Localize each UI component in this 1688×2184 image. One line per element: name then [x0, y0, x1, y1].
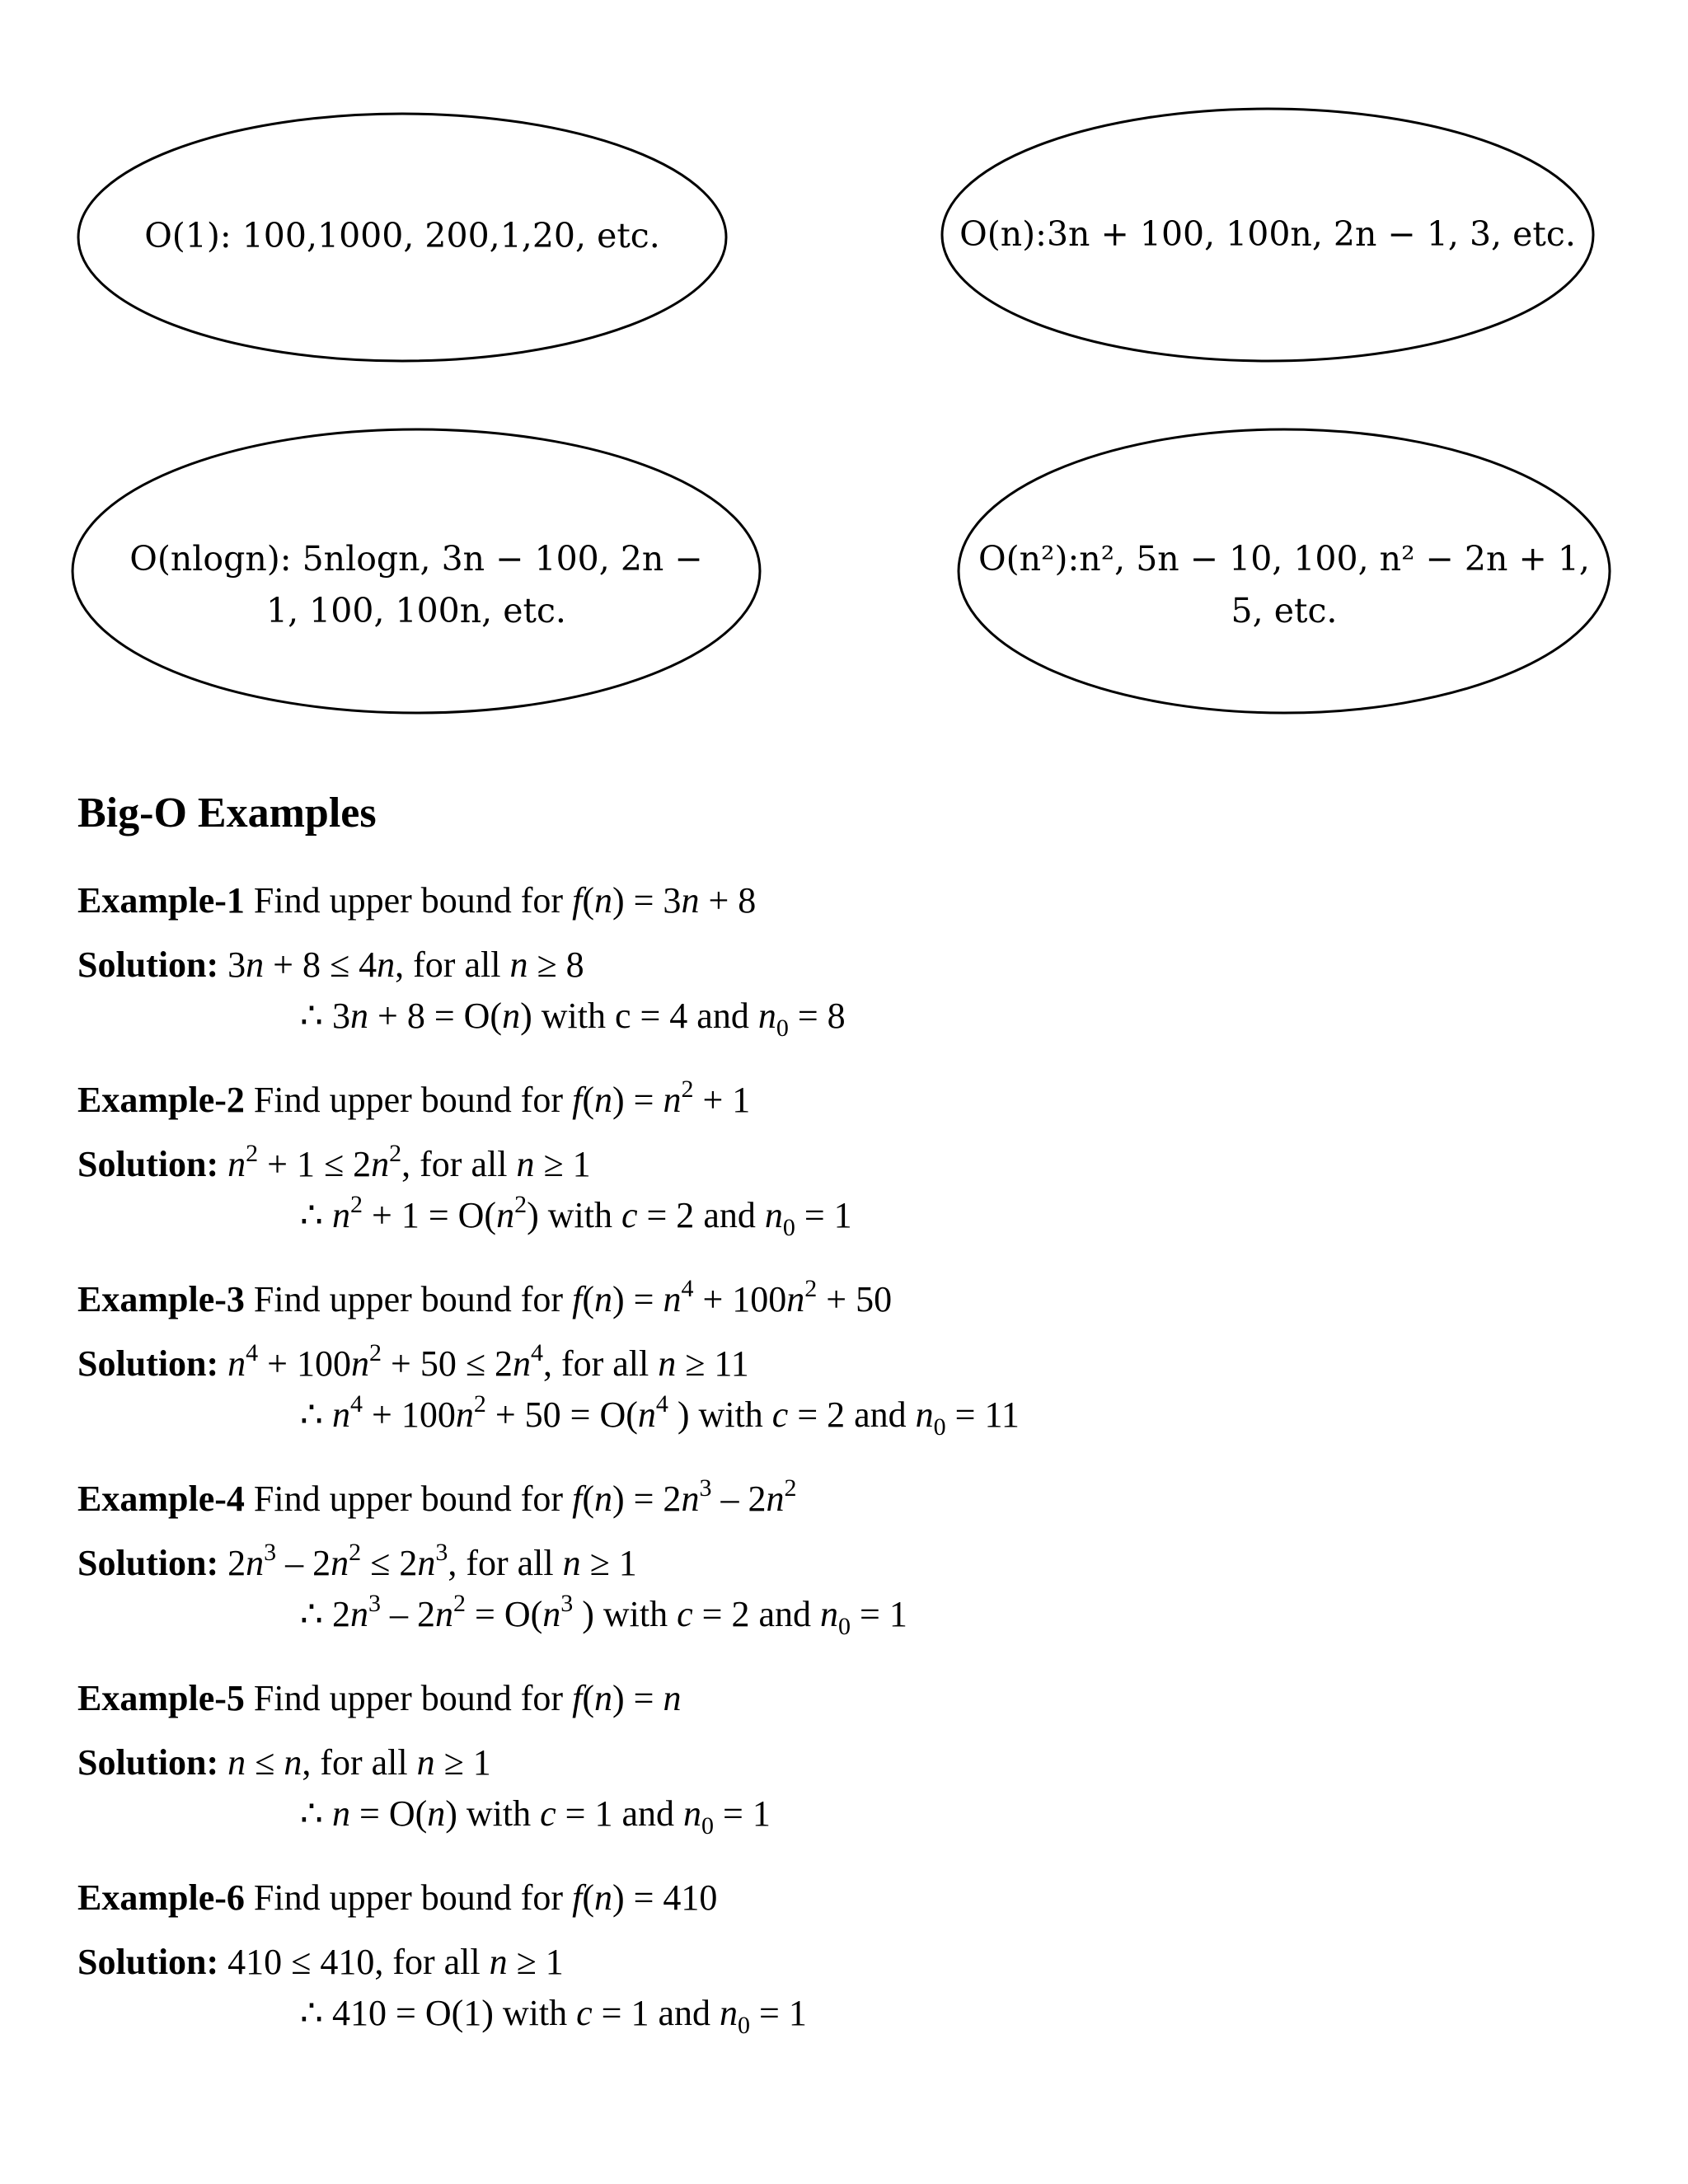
example-question: Example-2 Find upper bound for $f(n) = n^2 + 1$	[77, 1076, 751, 1120]
example-question: Example-4 Find upper bound for $f(n) = 2n^3 - 2n^2$	[77, 1474, 797, 1519]
example-1	[77, 878, 1643, 1042]
example-label: Example-4	[77, 1479, 245, 1519]
example-3	[77, 1275, 1643, 1441]
oval-on2	[959, 429, 1610, 713]
complexity-ovals-diagram	[0, 0, 1688, 742]
example-solution: Solution: 410 ≤ 410, for all n ≥ 1	[77, 1942, 564, 1982]
question-text: Find upper bound for	[253, 1877, 564, 1918]
oval-o1	[78, 114, 726, 361]
oval-o1-line-1: O(1): 100,1000, 200,1,20, etc.	[144, 216, 660, 255]
oval-onlogn-line-1: O(nlogn): 5nlogn, 3n − 100, 2n −	[129, 539, 703, 579]
solution-label: Solution:	[77, 1343, 219, 1384]
solution-label: Solution:	[77, 1742, 219, 1783]
example-question: Example-3 Find upper bound for $f(n) = n^4 + 100n^2 + 50$	[77, 1275, 893, 1319]
question-text: Find upper bound for	[253, 1479, 564, 1519]
example-label: Example-2	[77, 1080, 245, 1120]
oval-on	[942, 109, 1593, 361]
example-question: Example-1 Find upper bound for f(n) = 3n + 8	[77, 880, 757, 921]
oval-on2-line-2: 5, etc.	[1231, 591, 1338, 630]
example-conclusion: ∴ $2n^3 - 2n^2 = O(n^3$ ) with c = 2 and $n_0 = 1$	[300, 1590, 907, 1640]
example-conclusion: ∴ 3n + 8 = O(n) with c = 4 and $n_0 = 8$	[300, 996, 846, 1042]
example-solution: Solution: $2n^3 - 2n^2 \le 2n^3$, for all n ≥ 1	[77, 1539, 637, 1583]
example-question: Example-5 Find upper bound for f(n) = n	[77, 1678, 682, 1718]
example-solution: Solution: 3n + 8 ≤ 4n, for all n ≥ 8	[77, 944, 584, 985]
question-text: Find upper bound for	[253, 880, 564, 921]
example-label: Example-5	[77, 1678, 245, 1718]
question-text: Find upper bound for	[253, 1080, 564, 1120]
solution-label: Solution:	[77, 1942, 219, 1982]
example-solution: Solution: $n^2 + 1 \le 2n^2$, for all n ≥ 1	[77, 1140, 591, 1184]
example-conclusion: ∴ $n^4 + 100n^2 + 50 = O(n^4$ ) with c = 2 and $n_0 = 11$	[300, 1390, 1020, 1441]
example-2	[77, 1077, 1643, 1239]
section-heading: Big-O Examples	[77, 790, 377, 837]
question-text: Find upper bound for	[253, 1678, 564, 1718]
example-label: Example-1	[77, 880, 245, 921]
example-5	[77, 1675, 1643, 1840]
solution-label: Solution:	[77, 944, 219, 985]
example-conclusion: ∴ 410 = O(1) with c = 1 and $n_0 = 1$	[300, 1993, 807, 2039]
example-conclusion: ∴ n = O(n) with c = 1 and $n_0 = 1$	[300, 1793, 771, 1840]
example-label: Example-3	[77, 1279, 245, 1319]
example-conclusion: ∴ $n^2 + 1 = O(n^2)$ with c = 2 and $n_0 = 1$	[300, 1191, 852, 1241]
solution-label: Solution:	[77, 1144, 219, 1184]
example-4	[77, 1476, 1643, 1638]
example-6	[77, 1875, 1643, 2039]
example-label: Example-6	[77, 1877, 245, 1918]
oval-on-line-1: O(n):3n + 100, 100n, 2n − 1, 3, etc.	[959, 214, 1576, 254]
question-text: Find upper bound for	[253, 1279, 564, 1319]
oval-on2-line-1: O(n²):n², 5n − 10, 100, n² − 2n + 1,	[978, 539, 1590, 579]
example-question: Example-6 Find upper bound for f(n) = 410	[77, 1877, 718, 1918]
example-solution: Solution: n ≤ n, for all n ≥ 1	[77, 1742, 491, 1783]
solution-label: Solution:	[77, 1543, 219, 1583]
example-solution: Solution: $n^4 + 100n^2 + 50 \le 2n^4$, for all n ≥ 11	[77, 1339, 749, 1384]
oval-onlogn-line-2: 1, 100, 100n, etc.	[266, 591, 566, 630]
examples-section	[77, 787, 1643, 2074]
oval-onlogn	[73, 429, 760, 713]
